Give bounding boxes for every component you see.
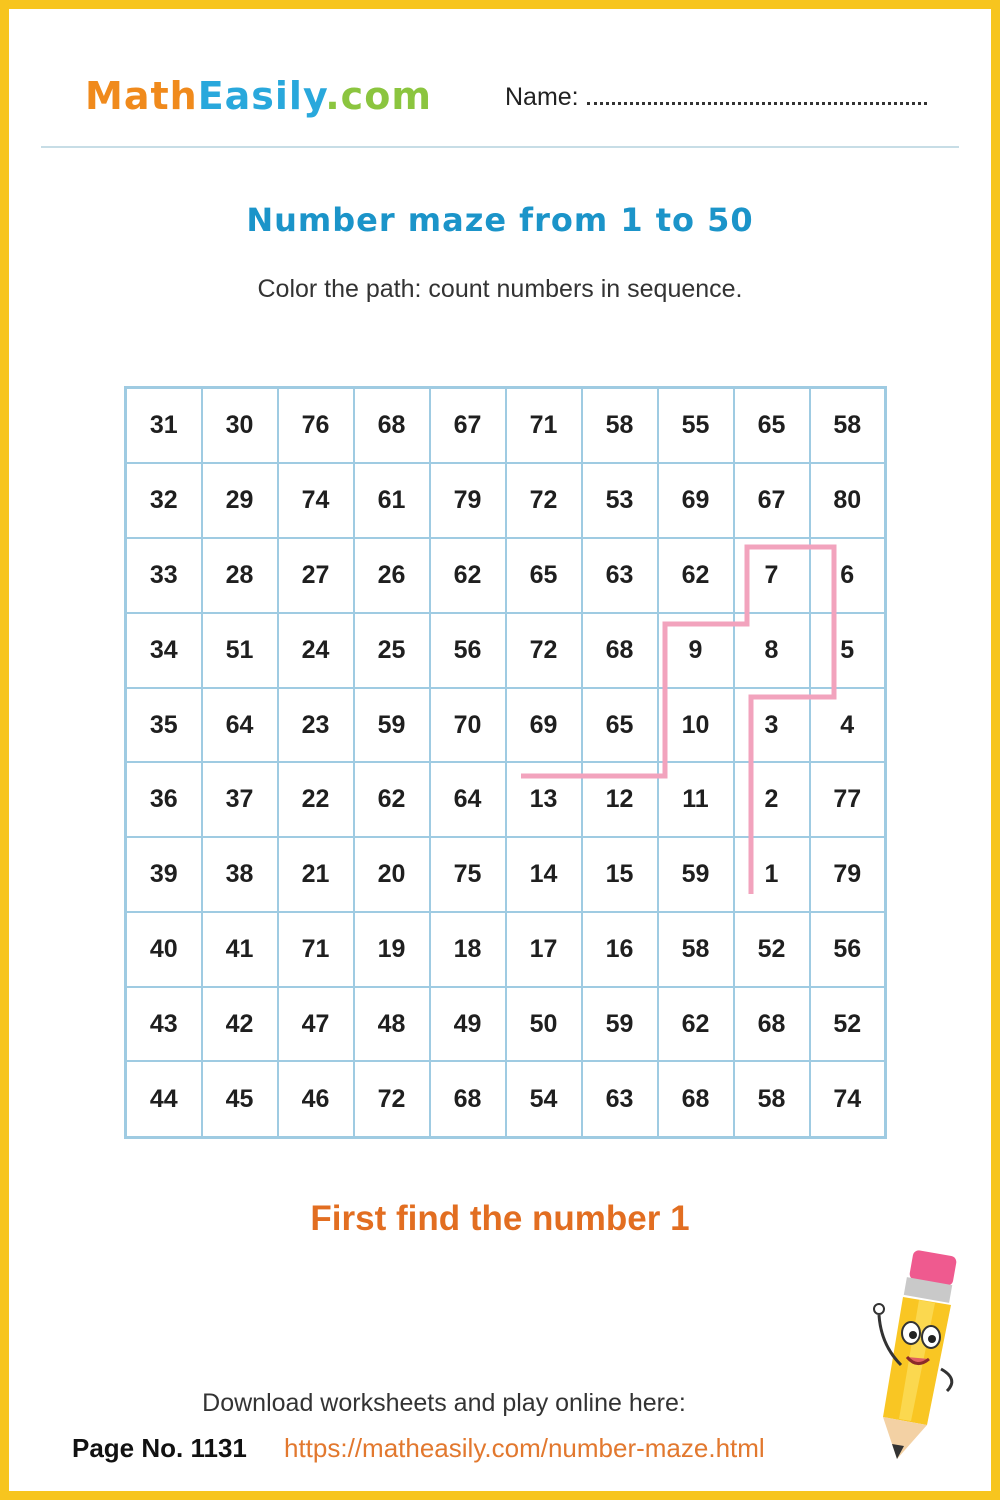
maze-cell[interactable]: 36 bbox=[126, 762, 202, 837]
name-label: Name: bbox=[505, 83, 579, 111]
maze-cell[interactable]: 62 bbox=[658, 538, 734, 613]
maze-cell[interactable]: 44 bbox=[126, 1061, 202, 1137]
maze-cell[interactable]: 10 bbox=[658, 688, 734, 763]
maze-cell[interactable]: 62 bbox=[658, 987, 734, 1062]
maze-cell[interactable]: 56 bbox=[810, 912, 886, 987]
maze-cell[interactable]: 46 bbox=[278, 1061, 354, 1137]
maze-cell[interactable]: 13 bbox=[506, 762, 582, 837]
maze-cell[interactable]: 58 bbox=[582, 388, 658, 464]
maze-cell[interactable]: 50 bbox=[506, 987, 582, 1062]
maze-cell[interactable]: 4 bbox=[810, 688, 886, 763]
page-number: Page No. 1131 bbox=[72, 1433, 247, 1463]
maze-cell[interactable]: 69 bbox=[658, 463, 734, 538]
maze-cell[interactable]: 30 bbox=[202, 388, 278, 464]
maze-cell[interactable]: 55 bbox=[658, 388, 734, 464]
maze-cell[interactable]: 58 bbox=[734, 1061, 810, 1137]
maze-cell[interactable]: 59 bbox=[582, 987, 658, 1062]
logo-part-easily: Easily bbox=[197, 74, 326, 118]
maze-cell[interactable]: 18 bbox=[430, 912, 506, 987]
maze-cell[interactable]: 52 bbox=[734, 912, 810, 987]
maze-cell[interactable]: 79 bbox=[810, 837, 886, 912]
maze-cell[interactable]: 62 bbox=[354, 762, 430, 837]
maze-cell[interactable]: 2 bbox=[734, 762, 810, 837]
maze-cell[interactable]: 69 bbox=[506, 688, 582, 763]
maze-cell[interactable]: 65 bbox=[734, 388, 810, 464]
maze-row bbox=[126, 463, 886, 538]
maze-cell[interactable]: 45 bbox=[202, 1061, 278, 1137]
maze-cell[interactable]: 56 bbox=[430, 613, 506, 688]
maze-cell[interactable]: 79 bbox=[430, 463, 506, 538]
maze-grid bbox=[124, 386, 887, 1139]
maze-cell[interactable]: 33 bbox=[126, 538, 202, 613]
maze-cell[interactable]: 47 bbox=[278, 987, 354, 1062]
maze-row bbox=[126, 388, 886, 464]
maze-cell[interactable]: 39 bbox=[126, 837, 202, 912]
maze-cell[interactable]: 67 bbox=[734, 463, 810, 538]
maze-cell[interactable]: 22 bbox=[278, 762, 354, 837]
site-logo[interactable] bbox=[85, 71, 432, 121]
maze-cell[interactable]: 54 bbox=[506, 1061, 582, 1137]
maze-cell[interactable]: 1 bbox=[734, 837, 810, 912]
maze-cell[interactable]: 80 bbox=[810, 463, 886, 538]
maze-cell[interactable]: 71 bbox=[506, 388, 582, 464]
maze-cell[interactable]: 64 bbox=[202, 688, 278, 763]
logo-part-math: Math bbox=[85, 74, 198, 118]
maze-row bbox=[126, 762, 886, 837]
maze-cell[interactable]: 27 bbox=[278, 538, 354, 613]
maze-cell[interactable]: 41 bbox=[202, 912, 278, 987]
maze-cell[interactable]: 32 bbox=[126, 463, 202, 538]
maze-cell[interactable]: 23 bbox=[278, 688, 354, 763]
maze-cell[interactable]: 68 bbox=[354, 388, 430, 464]
maze-cell[interactable]: 63 bbox=[582, 538, 658, 613]
maze-cell[interactable]: 71 bbox=[278, 912, 354, 987]
maze-cell[interactable]: 68 bbox=[582, 613, 658, 688]
maze-cell[interactable]: 59 bbox=[354, 688, 430, 763]
maze-cell[interactable]: 17 bbox=[506, 912, 582, 987]
name-dotted-line[interactable] bbox=[587, 84, 927, 105]
maze-cell[interactable]: 31 bbox=[126, 388, 202, 464]
maze-cell[interactable]: 14 bbox=[506, 837, 582, 912]
maze-cell[interactable]: 12 bbox=[582, 762, 658, 837]
maze-cell[interactable]: 9 bbox=[658, 613, 734, 688]
maze-row bbox=[126, 688, 886, 763]
maze-cell[interactable]: 7 bbox=[734, 538, 810, 613]
maze-cell[interactable]: 53 bbox=[582, 463, 658, 538]
maze-grid-wrapper bbox=[124, 386, 887, 1139]
maze-cell[interactable]: 62 bbox=[430, 538, 506, 613]
maze-cell[interactable]: 58 bbox=[810, 388, 886, 464]
page-title: Number maze from 1 to 50 bbox=[246, 201, 754, 239]
maze-cell[interactable]: 65 bbox=[582, 688, 658, 763]
maze-cell[interactable]: 19 bbox=[354, 912, 430, 987]
name-field bbox=[505, 83, 927, 112]
maze-cell[interactable]: 51 bbox=[202, 613, 278, 688]
maze-cell[interactable]: 29 bbox=[202, 463, 278, 538]
maze-cell[interactable]: 49 bbox=[430, 987, 506, 1062]
maze-cell[interactable]: 68 bbox=[658, 1061, 734, 1137]
worksheet-link[interactable]: https://matheasily.com/number-maze.html bbox=[284, 1433, 765, 1463]
maze-cell[interactable]: 76 bbox=[278, 388, 354, 464]
maze-cell[interactable]: 38 bbox=[202, 837, 278, 912]
maze-row bbox=[126, 837, 886, 912]
maze-cell[interactable]: 8 bbox=[734, 613, 810, 688]
maze-cell[interactable]: 35 bbox=[126, 688, 202, 763]
maze-cell[interactable]: 72 bbox=[506, 463, 582, 538]
maze-cell[interactable]: 75 bbox=[430, 837, 506, 912]
maze-cell[interactable]: 15 bbox=[582, 837, 658, 912]
maze-cell[interactable]: 68 bbox=[734, 987, 810, 1062]
maze-cell[interactable]: 72 bbox=[506, 613, 582, 688]
maze-cell[interactable]: 16 bbox=[582, 912, 658, 987]
maze-cell[interactable]: 48 bbox=[354, 987, 430, 1062]
maze-cell[interactable]: 43 bbox=[126, 987, 202, 1062]
maze-cell[interactable]: 61 bbox=[354, 463, 430, 538]
maze-cell[interactable]: 63 bbox=[582, 1061, 658, 1137]
maze-cell[interactable]: 59 bbox=[658, 837, 734, 912]
maze-cell[interactable]: 74 bbox=[278, 463, 354, 538]
maze-cell[interactable]: 26 bbox=[354, 538, 430, 613]
maze-row bbox=[126, 1061, 886, 1137]
maze-cell[interactable]: 40 bbox=[126, 912, 202, 987]
maze-row bbox=[126, 912, 886, 987]
logo-part-com: .com bbox=[325, 74, 432, 118]
maze-cell[interactable]: 28 bbox=[202, 538, 278, 613]
page-subtitle: Color the path: count numbers in sequence. bbox=[257, 275, 743, 303]
maze-cell[interactable]: 64 bbox=[430, 762, 506, 837]
maze-cell[interactable]: 3 bbox=[734, 688, 810, 763]
maze-cell[interactable]: 20 bbox=[354, 837, 430, 912]
maze-cell[interactable]: 42 bbox=[202, 987, 278, 1062]
maze-cell[interactable]: 6 bbox=[810, 538, 886, 613]
instruction-text: First find the number 1 bbox=[310, 1199, 690, 1238]
maze-cell[interactable]: 65 bbox=[506, 538, 582, 613]
maze-cell[interactable]: 37 bbox=[202, 762, 278, 837]
maze-cell[interactable]: 21 bbox=[278, 837, 354, 912]
maze-cell[interactable]: 5 bbox=[810, 613, 886, 688]
maze-row bbox=[126, 538, 886, 613]
maze-cell[interactable]: 24 bbox=[278, 613, 354, 688]
download-text: Download worksheets and play online here: bbox=[202, 1389, 686, 1417]
maze-cell[interactable]: 72 bbox=[354, 1061, 430, 1137]
maze-cell[interactable]: 70 bbox=[430, 688, 506, 763]
maze-cell[interactable]: 34 bbox=[126, 613, 202, 688]
maze-row bbox=[126, 613, 886, 688]
maze-cell[interactable]: 58 bbox=[658, 912, 734, 987]
maze-cell[interactable]: 52 bbox=[810, 987, 886, 1062]
maze-cell[interactable]: 77 bbox=[810, 762, 886, 837]
maze-cell[interactable]: 74 bbox=[810, 1061, 886, 1137]
maze-row bbox=[126, 987, 886, 1062]
maze-cell[interactable]: 11 bbox=[658, 762, 734, 837]
pencil-mascot-icon bbox=[859, 1245, 969, 1475]
maze-cell[interactable]: 67 bbox=[430, 388, 506, 464]
header-divider bbox=[41, 146, 959, 148]
maze-cell[interactable]: 68 bbox=[430, 1061, 506, 1137]
maze-cell[interactable]: 25 bbox=[354, 613, 430, 688]
